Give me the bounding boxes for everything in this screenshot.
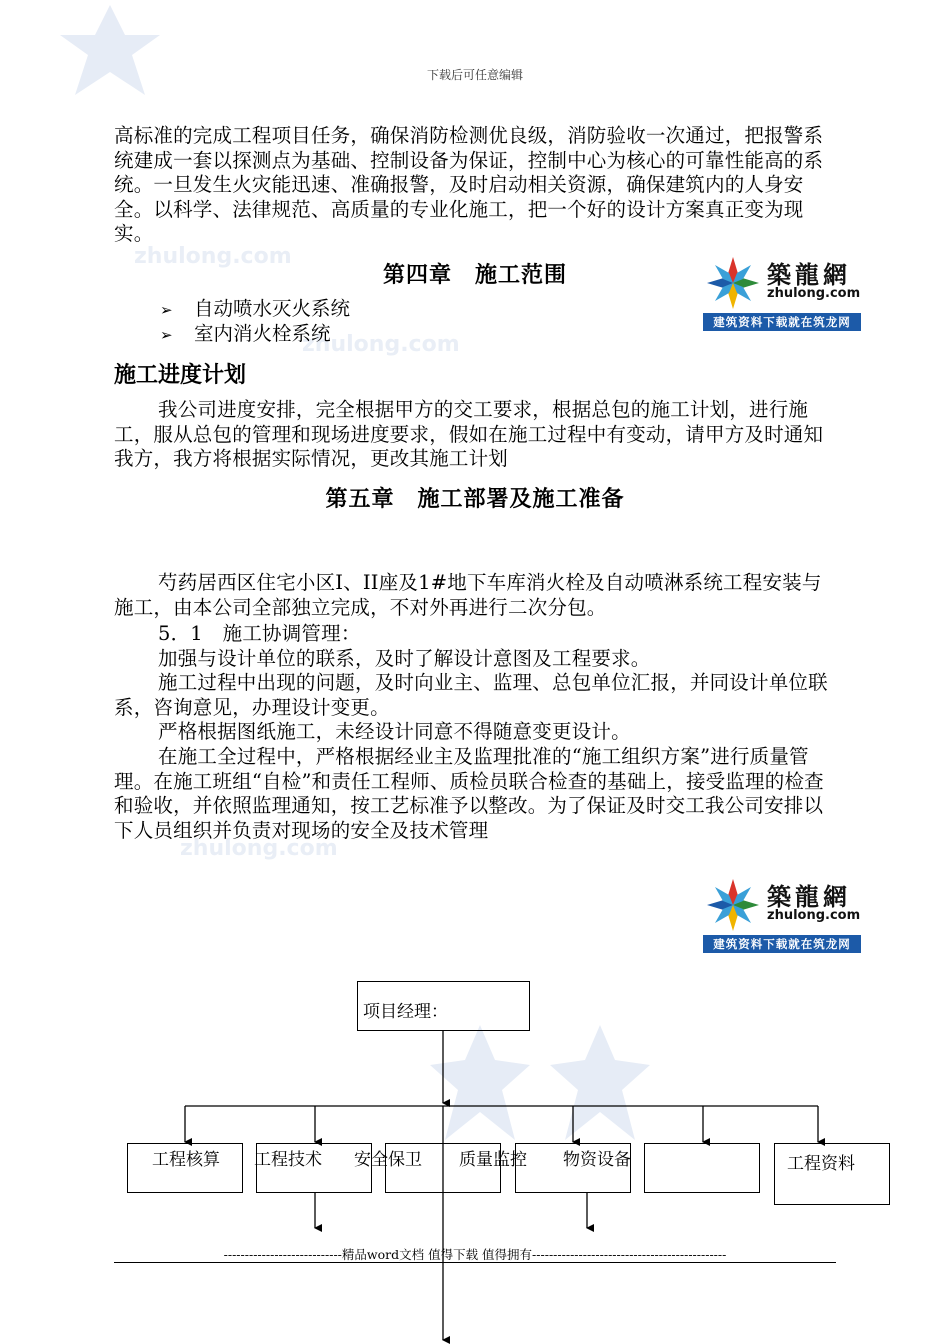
chapter5-title: 第五章 施工部署及施工准备 <box>325 486 625 512</box>
logo-domain: zhulong.com <box>767 286 861 301</box>
chapter5-paragraph: 施工过程中出现的问题，及时向业主、监理、总包单位汇报，并同设计单位联系，咨询意见，办理设计变更。 <box>114 671 828 719</box>
arrow-bullet-icon: ➢ <box>160 326 173 344</box>
arrow-bullet-icon: ➢ <box>160 301 173 319</box>
org-child-label: 质量监控 <box>459 1150 527 1170</box>
chapter5-paragraph: 芍药居西区住宅小区I、II座及1#地下车库消火栓及自动喷淋系统工程安装与施工，由本公司全部独立完成，不对外再进行二次分包。 <box>114 571 822 619</box>
logo-slogan: 建筑资料下载就在筑龙网 <box>703 935 861 953</box>
bullet-text: 自动喷水灭火系统 <box>194 297 351 320</box>
watermark-text: zhulong.com <box>302 332 460 357</box>
watermark-text: zhulong.com <box>134 244 292 269</box>
logo-domain: zhulong.com <box>767 908 861 923</box>
chapter5-paragraph: 在施工全过程中，严格根据经业主及监理批准的“施工组织方案”进行质量管理。在施工班组“自检”和责任工程师、质检员联合检查的基础上，接受监理的检查和验收，并依照监理通知，按工艺标准予以整改。为了保证及时交工我公司安排以下人员组织并负责对现场的安全及技术管理 <box>114 745 824 842</box>
chapter4-title: 第四章 施工范围 <box>382 262 567 288</box>
bullet-text: 室内消火栓系统 <box>194 322 331 345</box>
watermark-text: zhulong.com <box>180 836 338 861</box>
org-child-label: 工程资料 <box>787 1154 855 1174</box>
org-child-label: 工程核算 <box>152 1150 220 1170</box>
logo-name: 築龍網 <box>767 261 851 289</box>
chapter5-paragraph: 加强与设计单位的联系，及时了解设计意图及工程要求。 <box>158 647 651 670</box>
footer-note: ----------------------------精品word文档 值得下载 值得拥有---------------------------------------------- <box>223 1247 727 1262</box>
org-child-label: 安全保卫 <box>354 1150 422 1170</box>
chapter5-paragraph: 严格根据图纸施工，未经设计同意不得随意变更设计。 <box>158 720 631 743</box>
org-child-label: 物资设备 <box>563 1150 631 1170</box>
org-child-box <box>644 1143 760 1193</box>
logo-slogan: 建筑资料下载就在筑龙网 <box>703 313 861 331</box>
schedule-title: 施工进度计划 <box>114 362 247 388</box>
org-child-label: 工程技术 <box>254 1150 322 1170</box>
intro-paragraph: 高标准的完成工程项目任务，确保消防检测优良级，消防验收一次通过，把报警系统建成一套以探测点为基础、控制设备为保证，控制中心为核心的可靠性能高的系统。一旦发生火灾能迅速、准确报警，及时启动相关资源，确保建筑内的人身安全。以科学、法律规范、高质量的专业化施工，把一个好的设计方案真正变为现实。 <box>114 124 824 245</box>
logo-name: 築龍網 <box>767 883 851 911</box>
schedule-body: 我公司进度安排，完全根据甲方的交工要求，根据总包的施工计划，进行施工，服从总包的管理和现场进度要求，假如在施工过程中有变动，请甲方及时通知我方，我方将根据实际情况，更改其施工计划 <box>114 398 824 470</box>
chapter5-paragraph: 5．1 施工协调管理： <box>158 622 361 645</box>
header-note: 下载后可任意编辑 <box>426 68 523 82</box>
org-root-box <box>357 981 530 1031</box>
org-root-label: 项目经理： <box>363 1002 448 1022</box>
footer-divider <box>114 1262 836 1263</box>
